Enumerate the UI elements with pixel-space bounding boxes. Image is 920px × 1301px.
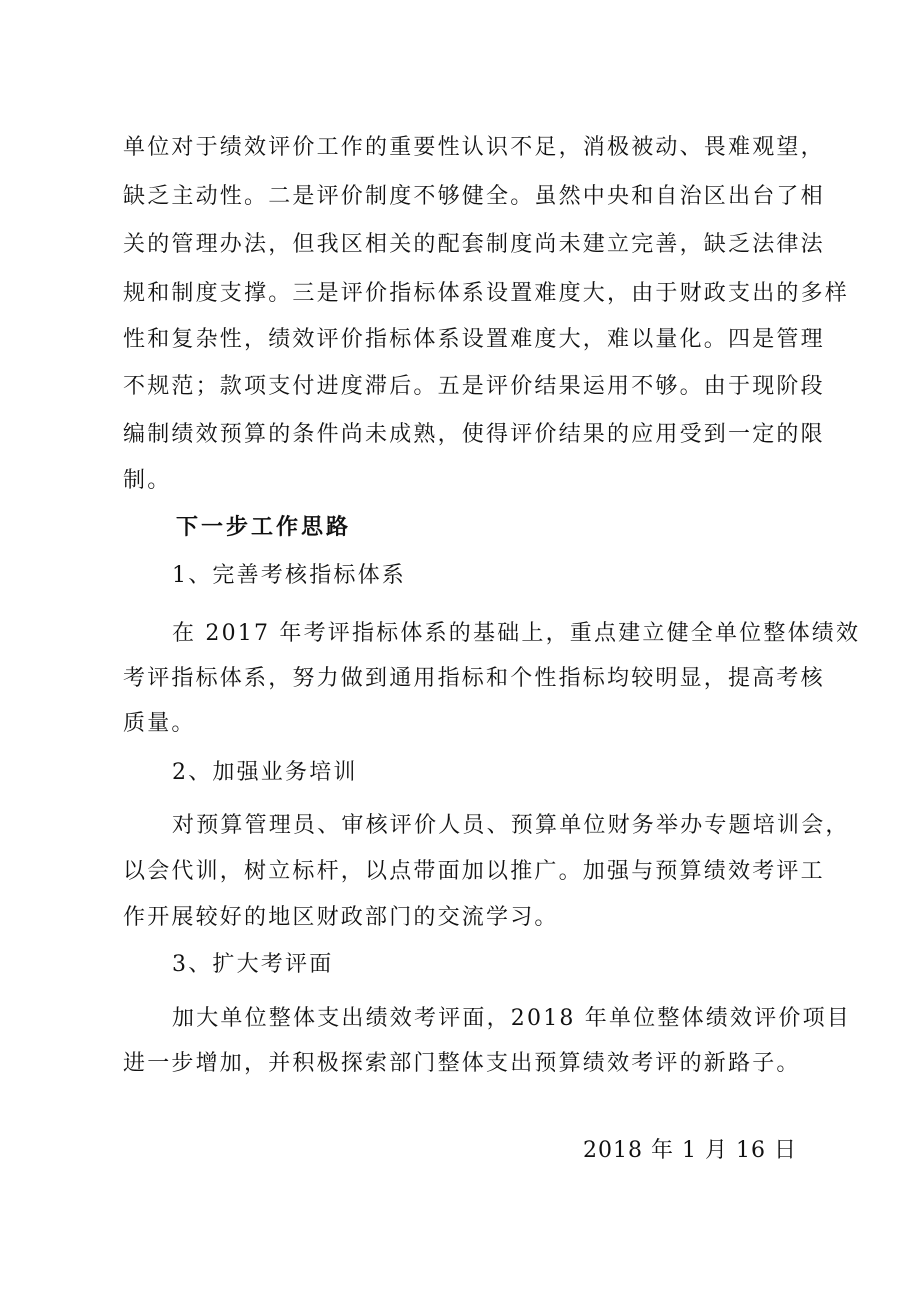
paragraph-line: 进一步增加，并积极探索部门整体支出预算绩效考评的新路子。: [123, 1051, 801, 1076]
paragraph-line: 作开展较好的地区财政部门的交流学习。: [123, 905, 559, 930]
paragraph-line: 质量。: [123, 711, 196, 736]
paragraph-line: 编制绩效预算的条件尚未成熟，使得评价结果的应用受到一定的限: [123, 422, 825, 447]
section-title: 下一步工作思路: [176, 514, 352, 540]
paragraph-line: 缺乏主动性。二是评价制度不够健全。虽然中央和自治区出台了相: [123, 184, 825, 209]
paragraph-line: 规和制度支撑。三是评价指标体系设置难度大，由于财政支出的多样: [123, 281, 850, 306]
item-title: 3、扩大考评面: [172, 952, 334, 977]
paragraph-line: 以会代训，树立标杆，以点带面加以推广。加强与预算绩效考评工: [123, 859, 825, 884]
item-title: 2、加强业务培训: [172, 760, 358, 785]
paragraph-line: 不规范；款项支付进度滞后。五是评价结果运用不够。由于现阶段: [123, 374, 825, 399]
paragraph-line: 单位对于绩效评价工作的重要性认识不足，消极被动、畏难观望，: [123, 135, 825, 160]
document-date: 2018 年 1 月 16 日: [583, 1138, 797, 1163]
paragraph-line: 性和复杂性，绩效评价指标体系设置难度大，难以量化。四是管理: [123, 327, 825, 352]
paragraph-line: 制。: [123, 468, 172, 493]
paragraph-line: 加大单位整体支出绩效考评面，2018 年单位整体绩效评价项目: [172, 1006, 851, 1031]
paragraph-line: 对预算管理员、审核评价人员、预算单位财务举办专题培训会，: [172, 813, 850, 838]
paragraph-line: 考评指标体系，努力做到通用指标和个性指标均较明显，提高考核: [123, 666, 825, 691]
paragraph-line: 在 2017 年考评指标体系的基础上，重点建立健全单位整体绩效: [172, 621, 861, 646]
paragraph-line: 关的管理办法，但我区相关的配套制度尚未建立完善，缺乏法律法: [123, 232, 825, 257]
item-title: 1、完善考核指标体系: [172, 563, 406, 588]
